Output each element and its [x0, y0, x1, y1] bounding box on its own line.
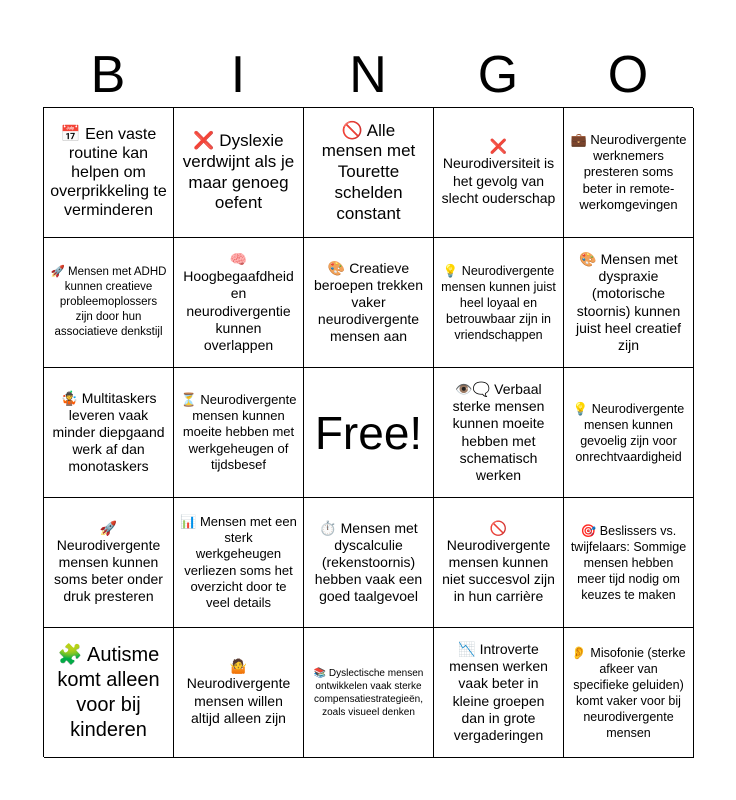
free-label: Free! — [314, 406, 423, 459]
cell-text: 💼 Neurodivergente werknemers presteren soms beter in remote-werkomgevingen — [570, 132, 687, 212]
bingo-cell-r1c3[interactable] — [304, 108, 434, 238]
bingo-cell-r2c2[interactable] — [174, 238, 304, 368]
bingo-cell-r4c3[interactable] — [304, 498, 434, 628]
bingo-cell-r2c1[interactable] — [44, 238, 174, 368]
bingo-header — [43, 44, 693, 106]
bingo-cell-r5c4[interactable] — [434, 628, 564, 758]
bingo-cell-r5c1[interactable] — [44, 628, 174, 758]
cell-text: 🎯 Beslissers vs. twijfelaars: Sommige mensen hebben meer tijd nodig om keuzes te maken — [570, 523, 687, 602]
cell-text: 🚀 Mensen met ADHD kunnen creatieve probleemoplossers zijn door hun associatieve denkstijl — [50, 266, 167, 338]
header-letter-o: O — [607, 46, 649, 104]
bingo-cell-r2c4[interactable] — [434, 238, 564, 368]
bingo-cell-r1c5[interactable] — [564, 108, 694, 238]
cell-text: 🚫 Neurodivergente mensen kunnen niet succesvol zijn in hun carrière — [442, 519, 555, 605]
bingo-cell-r4c5[interactable] — [564, 498, 694, 628]
bingo-cell-r5c3[interactable] — [304, 628, 434, 758]
header-letter-b: B — [90, 46, 126, 104]
bingo-cell-r3c5[interactable] — [564, 368, 694, 498]
header-letter-n: N — [349, 46, 387, 104]
cell-text: 🚫 Alle mensen met Tourette schelden constant — [321, 120, 416, 223]
cell-text: ⏱️ Mensen met dyscalculie (rekenstoornis) hebben vaak een goed taalgevoel — [314, 519, 423, 605]
bingo-cell-r5c5[interactable] — [564, 628, 694, 758]
cell-text: 🎨 Mensen met dyspraxie (motorische stoornis) kunnen juist heel creatief zijn — [575, 251, 682, 353]
cell-text: 🚀 Neurodivergente mensen kunnen soms beter onder druk presteren — [54, 519, 163, 605]
bingo-cell-r1c4[interactable] — [434, 108, 564, 238]
bingo-cell-r4c4[interactable] — [434, 498, 564, 628]
cell-text: 📅 Een vaste routine kan helpen om overprikkeling te verminderen — [50, 125, 167, 220]
cell-text: 👁️🗨️ Verbaal sterke mensen kunnen moeite hebben met schematisch werken — [452, 381, 545, 483]
cell-text: 💡 Neurodivergente mensen kunnen gevoelig zijn voor onrechtvaardigheid — [572, 401, 685, 464]
header-letter-i: I — [230, 46, 246, 104]
cell-text: ❌ Dyslexie verdwijnt als je maar genoeg oefent — [182, 131, 295, 213]
cell-text: 🤹 Multitaskers leveren vaak minder diepgaand werk af dan monotaskers — [52, 389, 165, 475]
cell-text: 👂 Misofonie (sterke afkeer van specifieke geluiden) komt vaker voor bij neurodivergente mensen — [571, 645, 686, 740]
bingo-cell-r2c3[interactable] — [304, 238, 434, 368]
cell-text: 🧠 Hoogbegaafdheid en neurodivergentie kunnen overlappen — [183, 251, 294, 353]
bingo-cell-r4c1[interactable] — [44, 498, 174, 628]
bingo-cell-r3c4[interactable] — [434, 368, 564, 498]
cell-text: ⏳ Neurodivergente mensen kunnen moeite hebben met werkgeheugen of tijdsbesef — [180, 392, 297, 472]
bingo-cell-r1c2[interactable] — [174, 108, 304, 238]
bingo-cell-r3c1[interactable] — [44, 368, 174, 498]
bingo-cell-r5c2[interactable] — [174, 628, 304, 758]
header-letter-g: G — [477, 46, 519, 104]
cell-text: 🤷 Neurodivergente mensen willen altijd alleen zijn — [186, 658, 291, 726]
cell-text: 💡 Neurodivergente mensen kunnen juist heel loyaal en betrouwbaar zijn in vriendschappen — [441, 263, 556, 342]
bingo-cell-r3c2[interactable] — [174, 368, 304, 498]
bingo-grid — [43, 107, 693, 757]
bingo-cell-free[interactable] — [304, 368, 434, 498]
cell-text: ❌ Neurodiversiteit is het gevolg van slecht ouderschap — [441, 138, 556, 206]
bingo-cell-r1c1[interactable] — [44, 108, 174, 238]
cell-text: 📊 Mensen met een sterk werkgeheugen verliezen soms het overzicht door te veel details — [180, 514, 297, 610]
cell-text: 📉 Introverte mensen werken vaak beter in kleine groepen dan in grote vergaderingen — [449, 641, 548, 743]
bingo-cell-r2c5[interactable] — [564, 238, 694, 368]
cell-text: 🧩 Autisme komt alleen voor bij kinderen — [57, 643, 160, 741]
cell-text: 📚 Dyslectische mensen ontwikkelen vaak sterke compensatiestrategieën, zoals visueel denken — [313, 667, 424, 718]
bingo-cell-r4c2[interactable] — [174, 498, 304, 628]
cell-text: 🎨 Creatieve beroepen trekken vaker neurodivergente mensen aan — [314, 259, 423, 345]
